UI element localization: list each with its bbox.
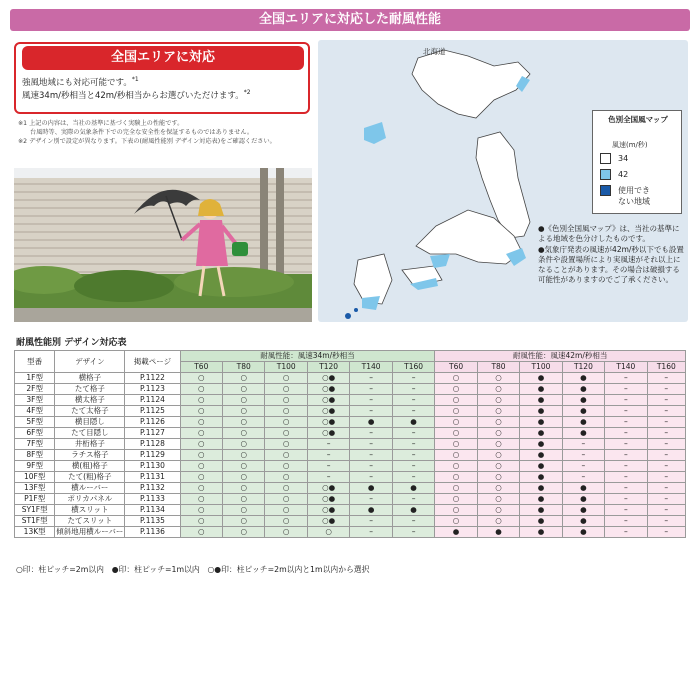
model-cell: 13K型 [15,527,55,538]
page-cell: P.1133 [125,494,180,505]
rating-cell: ○ [435,439,477,450]
rating-cell: – [647,373,685,384]
rating-cell: ○ [477,428,519,439]
table-row [15,494,686,505]
unusable-island-1 [345,313,351,319]
fence-illustration-svg [14,168,312,322]
table-row [15,439,686,450]
rating-cell: – [392,395,435,406]
model-cell: 7F型 [15,439,55,450]
rating-cell: ● [520,483,562,494]
rating-cell: ○ [435,373,477,384]
header-design: デザイン [55,351,125,373]
rating-cell: – [605,483,647,494]
rating-cell: – [562,439,604,450]
model-cell: 10F型 [15,472,55,483]
rating-cell: ● [350,483,392,494]
table-row [15,505,686,516]
rating-cell: ● [520,406,562,417]
legend-swatch-34 [600,153,611,164]
design-cell: ポリカパネル [55,494,125,505]
rating-cell: – [647,417,685,428]
rating-cell: ● [520,395,562,406]
rating-cell: ● [520,494,562,505]
table-row [15,417,686,428]
rating-cell: ○ [265,417,307,428]
rating-cell: ○● [307,406,349,417]
model-cell: 5F型 [15,417,55,428]
model-cell: 2F型 [15,384,55,395]
model-cell: 4F型 [15,406,55,417]
rating-cell: – [350,406,392,417]
rating-cell: ● [520,428,562,439]
table-row [15,373,686,384]
subheader-cell: T160 [392,362,435,373]
rating-cell: – [350,428,392,439]
rating-cell: – [605,472,647,483]
rating-cell: – [605,527,647,538]
legend-footnote: ○印：柱ピッチ=2m以内 ●印：柱ピッチ=1m以内 ○●印：柱ピッチ=2m以内と1m以内から選択 [16,565,370,574]
rating-cell: ○ [223,406,265,417]
rating-cell: ● [520,516,562,527]
subheader-cell: T60 [180,362,222,373]
legend-label-34: 34 [618,154,629,163]
rating-cell: – [307,461,349,472]
rating-cell: – [605,439,647,450]
model-cell: 8F型 [15,450,55,461]
rating-cell: ○ [477,384,519,395]
subheader-cell: T120 [307,362,349,373]
table-body [15,373,686,538]
rating-cell: – [350,450,392,461]
page-cell: P.1125 [125,406,180,417]
rating-cell: ○ [477,417,519,428]
rating-cell: ○ [477,406,519,417]
rating-cell: ● [520,384,562,395]
rating-cell: – [392,527,435,538]
rating-cell: ○ [180,417,222,428]
rating-cell: ○ [477,439,519,450]
rating-cell: – [562,472,604,483]
rating-cell: ○ [435,461,477,472]
subheader-cell: T60 [435,362,477,373]
rating-cell: ○● [307,417,349,428]
rating-cell: ○ [477,472,519,483]
page-cell: P.1122 [125,373,180,384]
design-cell: 横ルーバー [55,483,125,494]
rating-cell: ○ [180,384,222,395]
rating-cell: ○ [265,494,307,505]
rating-cell: ○ [223,527,265,538]
rating-cell: – [307,439,349,450]
rating-cell: ● [562,494,604,505]
rating-cell: ○ [265,483,307,494]
page-cell: P.1124 [125,395,180,406]
rating-cell: – [350,461,392,472]
rating-cell: ○ [435,505,477,516]
rating-cell: – [307,450,349,461]
page-cell: P.1135 [125,516,180,527]
table-row [15,428,686,439]
subheader-cell: T100 [265,362,307,373]
rating-cell: ○ [180,516,222,527]
rating-cell: ● [562,384,604,395]
table-row [15,461,686,472]
rating-cell: – [392,450,435,461]
model-cell: SY1F型 [15,505,55,516]
rating-cell: ○ [223,384,265,395]
rating-cell: ○● [307,494,349,505]
rating-cell: – [605,373,647,384]
note-2: ※2 デザイン別で設定が異なります。下表の(耐風性能別 デザイン対応表)をご確認ください。 [18,138,276,145]
rating-cell: ● [392,417,435,428]
rating-cell: ● [520,472,562,483]
rating-cell: ○ [265,472,307,483]
page-cell: P.1129 [125,450,180,461]
subheader-cell: T100 [520,362,562,373]
rating-cell: ● [477,527,519,538]
rating-cell: – [605,461,647,472]
rating-cell: – [647,395,685,406]
design-cell: 横スリット [55,505,125,516]
rating-cell: ○ [180,439,222,450]
fence-illustration [14,168,312,322]
page-cell: P.1123 [125,384,180,395]
table-title: 耐風性能別 デザイン対応表 [16,338,127,348]
rating-cell: ● [562,428,604,439]
rating-cell: ○ [435,417,477,428]
rating-cell: ○ [223,505,265,516]
rating-cell: ● [350,505,392,516]
rating-cell: – [647,494,685,505]
rating-cell: ● [520,373,562,384]
info-line-2: 風速34m/秒相当と42m/秒相当からお選びいただけます。$^{*2}$ [22,89,251,101]
rating-cell: ● [350,417,392,428]
rating-cell: – [392,439,435,450]
rating-cell: ○ [223,439,265,450]
rating-cell: ○ [180,472,222,483]
rating-cell: – [647,505,685,516]
table-row [15,384,686,395]
rating-cell: ● [520,417,562,428]
rating-cell: – [392,461,435,472]
rating-cell: ● [392,505,435,516]
page-cell: P.1136 [125,527,180,538]
design-cell: 横目隠し [55,417,125,428]
design-cell: たて太格子 [55,406,125,417]
map-notes [538,224,684,286]
rating-cell: ○ [265,527,307,538]
rating-cell: ● [562,483,604,494]
rating-cell: ○ [265,461,307,472]
rating-cell: ● [392,483,435,494]
rating-cell: – [647,483,685,494]
rating-cell: ○ [180,461,222,472]
rating-cell: ○ [180,494,222,505]
rating-cell: ○ [435,483,477,494]
legend-title: 色別全国風マップ [608,115,668,124]
table-row [15,406,686,417]
table-row [15,527,686,538]
rating-cell: ○ [435,428,477,439]
rating-cell: ○ [477,450,519,461]
rating-cell: – [605,505,647,516]
kyushu-shape [354,254,392,304]
design-cell: 傾斜地用横ルーバー [56,527,124,536]
rating-cell: ○● [307,505,349,516]
legend-unit: 風速(m/秒) [612,141,648,149]
page-cell: P.1132 [125,483,180,494]
hokkaido-shape [412,50,530,118]
subheader-cell: T120 [562,362,604,373]
rating-cell: ● [562,406,604,417]
rating-cell: – [392,428,435,439]
info-line-1: 強風地域にも対応可能です。$^{*1}$ [22,76,139,88]
rating-cell: – [647,439,685,450]
rating-cell: – [350,439,392,450]
rating-cell: – [605,516,647,527]
rating-cell: ○ [265,384,307,395]
rating-cell: – [350,516,392,527]
rating-cell: – [647,472,685,483]
rating-cell: ○● [307,395,349,406]
rating-cell: ○ [265,373,307,384]
rating-cell: – [392,516,435,527]
table-row [15,516,686,527]
rating-cell: ○ [223,472,265,483]
rating-cell: ○ [265,450,307,461]
page-cell: P.1131 [125,472,180,483]
page-cell: P.1128 [125,439,180,450]
rating-cell: ○ [477,505,519,516]
rating-cell: ○ [223,417,265,428]
garden-shrubs [14,266,312,322]
hokkaido-label: 北海道 [423,47,446,56]
rating-cell: ○ [180,505,222,516]
rating-cell: ● [520,461,562,472]
page-cell: P.1126 [125,417,180,428]
legend-label-unusable-1: 使用でき [618,186,650,195]
design-spec-table [14,350,686,538]
rating-cell: ○ [180,406,222,417]
model-cell: 1F型 [15,373,55,384]
rating-cell: ○ [477,461,519,472]
rating-cell: – [392,406,435,417]
rating-cell: ○ [223,395,265,406]
rating-cell: – [605,428,647,439]
rating-cell: ○ [223,483,265,494]
page-cell: P.1127 [125,428,180,439]
unusable-island-2 [354,308,358,312]
rating-cell: ○ [435,384,477,395]
rating-cell: ○ [180,395,222,406]
rating-cell: – [647,428,685,439]
subheader-cell: T160 [647,362,685,373]
header-page: 掲載ページ [125,351,180,373]
info-tag: 全国エリアに対応 [22,46,304,70]
rating-cell: – [647,527,685,538]
rating-cell: – [350,472,392,483]
rating-cell: ○ [265,428,307,439]
rating-cell: ○ [180,483,222,494]
rating-cell: ○● [307,516,349,527]
rating-cell: – [350,373,392,384]
table-row [15,395,686,406]
rating-cell: ○ [180,527,222,538]
rating-cell: ○ [435,472,477,483]
design-cell: ラチス格子 [55,450,125,461]
rating-cell: – [647,450,685,461]
rating-cell: ● [520,439,562,450]
rating-cell: ○ [435,494,477,505]
rating-cell: – [647,461,685,472]
rating-cell: – [647,406,685,417]
rating-cell: ○ [180,450,222,461]
design-cell: 横格子 [55,373,125,384]
rating-cell: ○ [265,439,307,450]
rating-cell: ○● [307,483,349,494]
rating-cell: ● [562,516,604,527]
model-cell: 13F型 [15,483,55,494]
rating-cell: ○ [265,505,307,516]
note-1b: 台風時等、実際の気象条件下での完全な安全性を保証するものではありません。 [30,129,254,136]
page-cell: P.1134 [125,505,180,516]
design-cell: たてスリット [55,516,125,527]
rating-cell: ○ [477,483,519,494]
page-cell: P.1130 [125,461,180,472]
rating-cell: ○ [265,406,307,417]
rating-cell: – [392,472,435,483]
rating-cell: ○ [180,373,222,384]
header-model: 型番 [15,351,55,373]
rating-cell: ● [562,417,604,428]
model-cell: P1F型 [15,494,55,505]
zone42-hokkaido-west [364,122,386,144]
rating-cell: – [605,395,647,406]
design-cell: たて格子 [55,384,125,395]
model-cell: 6F型 [15,428,55,439]
table-row [15,472,686,483]
legend-swatch-42 [600,169,611,180]
rating-cell: – [647,516,685,527]
design-cell: 横太格子 [55,395,125,406]
rating-cell: – [350,395,392,406]
rating-cell: – [392,384,435,395]
rating-cell: ○● [307,428,349,439]
subheader-cell: T80 [223,362,265,373]
design-cell: たて(粗)格子 [55,472,125,483]
rating-cell: ○ [265,395,307,406]
legend-label-unusable-2: ない地域 [618,197,650,206]
design-cell: たて目隠し [55,428,125,439]
legend-swatch-unusable [600,185,611,196]
subheader-cell: T140 [605,362,647,373]
rating-cell: ● [562,373,604,384]
table-row [15,483,686,494]
rating-cell: ○ [435,516,477,527]
rating-cell: – [350,527,392,538]
subheader-cell: T80 [477,362,519,373]
rating-cell: – [392,373,435,384]
map-note-1: ●《色別全国風マップ》は、当社の基準による地域を色分けしたものです。 [538,224,680,244]
rating-cell: – [605,384,647,395]
rating-cell: ○ [435,450,477,461]
table-row [15,450,686,461]
rating-cell: – [392,494,435,505]
rating-cell: ● [562,395,604,406]
rating-cell: ● [562,527,604,538]
rating-cell: ○ [477,516,519,527]
design-cell: 横(粗)格子 [55,461,125,472]
rating-cell: – [605,406,647,417]
rating-cell: ○ [477,373,519,384]
model-cell: 9F型 [15,461,55,472]
rating-cell: – [307,472,349,483]
rating-cell: – [350,384,392,395]
rating-cell: ● [435,527,477,538]
rating-cell: ○ [223,450,265,461]
model-cell: 3F型 [15,395,55,406]
rating-cell: – [605,494,647,505]
map-note-2: ●気象庁発表の風速が42m/秒以下でも設置条件や設置場所により実風速がそれ以上になることがあります。その場合は破損する可能性がありますのでご了承ください。 [538,244,684,285]
rating-cell: ○ [223,516,265,527]
rating-cell: ● [520,505,562,516]
rating-cell: ○ [477,395,519,406]
rating-cell: – [605,450,647,461]
rating-cell: ● [520,527,562,538]
model-cell: ST1F型 [15,516,55,527]
rating-cell: ● [520,450,562,461]
rating-cell: ○ [435,395,477,406]
header-group-42: 耐風性能：風速42m/秒相当 [435,351,686,362]
rating-cell: ○● [307,384,349,395]
rating-cell: ○ [223,428,265,439]
header-group-34: 耐風性能：風速34m/秒相当 [180,351,435,362]
rating-cell: – [350,494,392,505]
rating-cell: ○ [477,494,519,505]
rating-cell: – [562,461,604,472]
rating-cell: ○ [223,461,265,472]
rating-cell: ○ [223,373,265,384]
note-1: ※1 上記の内容は、当社の基準に基づく実験上の性能です。 [18,120,184,127]
zone42-kyushu [362,296,380,310]
rating-cell: – [647,384,685,395]
rating-cell: ○ [180,428,222,439]
subheader-cell: T140 [350,362,392,373]
design-cell: 井桁格子 [55,439,125,450]
section-banner: 全国エリアに対応した耐風性能 [10,9,690,31]
legend-label-42: 42 [618,170,629,179]
rating-cell: – [562,450,604,461]
rating-cell: ○ [223,494,265,505]
rating-cell: – [605,417,647,428]
rating-cell: ○ [435,406,477,417]
rating-cell: ○ [307,527,349,538]
rating-cell: ○● [307,373,349,384]
rating-cell: ○ [265,516,307,527]
rating-cell: ● [562,505,604,516]
